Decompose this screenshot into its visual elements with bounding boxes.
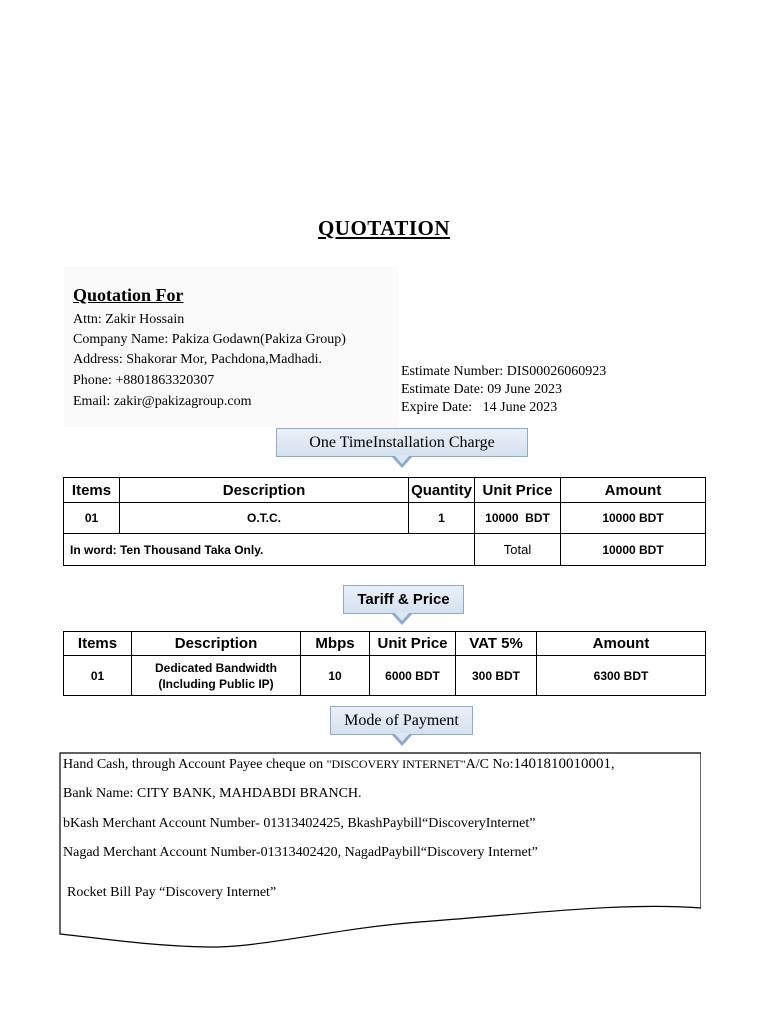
tariff-header-description: Description	[132, 632, 301, 656]
payment-line-rocket: Rocket Bill Pay “Discovery Internet”	[67, 885, 277, 900]
table-row	[64, 503, 706, 534]
payment-callout-arrow-icon	[391, 734, 413, 746]
otc-total-row	[64, 534, 706, 566]
tariff-cell-vat: 300 BDT	[456, 656, 537, 696]
client-heading: Quotation For	[73, 285, 184, 305]
otc-callout-arrow-icon	[391, 456, 413, 468]
otc-header-row	[64, 478, 706, 503]
estimate-number: Estimate Number: DIS00026060923	[401, 364, 607, 379]
client-email: Email: zakir@pakizagroup.com	[73, 394, 252, 409]
otc-total-amount: 10000 BDT	[561, 534, 706, 566]
tariff-header-mbps: Mbps	[301, 632, 370, 656]
page-title: QUOTATION	[317, 216, 451, 240]
otc-cell-amount: 10000 BDT	[561, 503, 706, 534]
payment-ac-label: A/C No:	[465, 757, 514, 772]
otc-header-quantity: Quantity	[409, 478, 475, 503]
otc-cell-item: 01	[64, 503, 120, 534]
payment-line-bank: Bank Name: CITY BANK, MAHDABDI BRANCH.	[63, 786, 362, 801]
tariff-description-line2: (Including Public IP)	[158, 676, 274, 691]
expire-date: Expire Date: 14 June 2023	[401, 400, 558, 415]
tariff-table	[63, 631, 706, 696]
otc-callout: One TimeInstallation Charge	[276, 428, 528, 457]
otc-in-word: In word: Ten Thousand Taka Only.	[64, 534, 475, 566]
otc-cell-description: O.T.C.	[120, 503, 409, 534]
tariff-header-items: Items	[64, 632, 132, 656]
tariff-header-row	[64, 632, 706, 656]
tariff-cell-mbps: 10	[301, 656, 370, 696]
tariff-cell-amount: 6300 BDT	[537, 656, 706, 696]
payment-callout: Mode of Payment	[330, 706, 473, 735]
tariff-callout-arrow-icon	[391, 613, 413, 625]
client-company: Company Name: Pakiza Godawn(Pakiza Group)	[73, 332, 346, 347]
otc-header-unit-price: Unit Price	[475, 478, 561, 503]
payment-line-cheque	[63, 756, 614, 773]
otc-total-label: Total	[475, 534, 561, 566]
payment-ac-number: 1401810010001	[513, 756, 611, 772]
table-row	[64, 656, 706, 696]
tariff-cell-description	[132, 656, 301, 696]
tariff-header-amount: Amount	[537, 632, 706, 656]
tariff-cell-unit-price: 6000 BDT	[370, 656, 456, 696]
tariff-header-vat: VAT 5%	[456, 632, 537, 656]
client-phone: Phone: +8801863320307	[73, 373, 215, 388]
payment-line-bkash: bKash Merchant Account Number- 01313402425, BkashPaybill“DiscoveryInternet”	[63, 816, 536, 831]
otc-header-items: Items	[64, 478, 120, 503]
payment-line-comma: ,	[610, 757, 615, 772]
client-address: Address: Shakorar Mor, Pachdona,Madhadi.	[73, 352, 323, 367]
otc-cell-unit-price: 10000 BDT	[475, 503, 561, 534]
payment-line-nagad: Nagad Merchant Account Number-01313402420, NagadPaybill“Discovery Internet”	[63, 845, 538, 860]
estimate-date: Estimate Date: 09 June 2023	[401, 382, 562, 397]
payment-account-name: "DISCOVERY INTERNET"	[326, 757, 466, 771]
tariff-description-line1: Dedicated Bandwidth	[154, 660, 277, 675]
payment-cheque-text: Hand Cash, through Account Payee cheque on	[63, 757, 327, 772]
otc-header-amount: Amount	[561, 478, 706, 503]
otc-table	[63, 477, 706, 566]
client-attn: Attn: Zakir Hossain	[73, 312, 185, 327]
otc-cell-quantity: 1	[409, 503, 475, 534]
otc-header-description: Description	[120, 478, 409, 503]
tariff-header-unit-price: Unit Price	[370, 632, 456, 656]
tariff-callout: Tariff & Price	[343, 585, 464, 614]
tariff-cell-item: 01	[64, 656, 132, 696]
